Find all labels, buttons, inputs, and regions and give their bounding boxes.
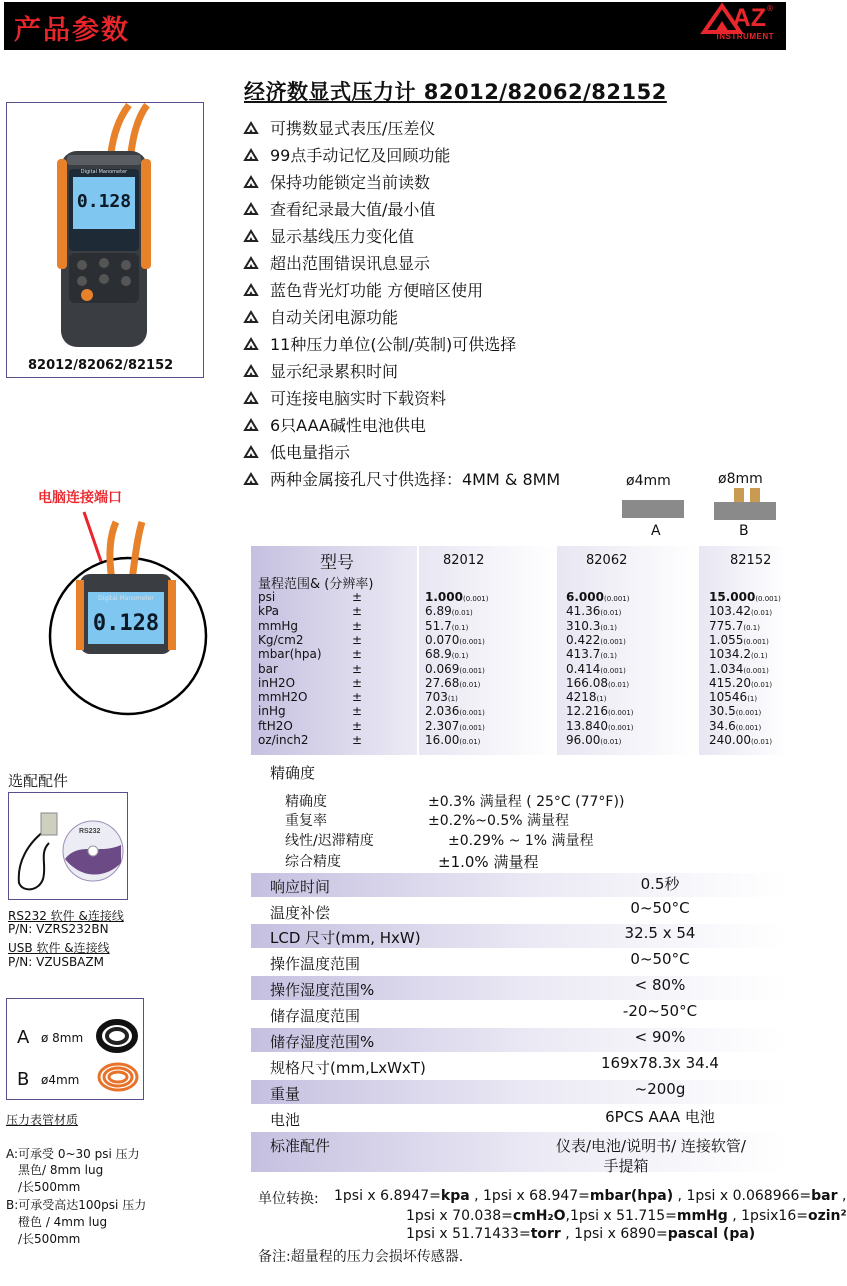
feature-bullet-icon bbox=[244, 200, 260, 222]
range-value bbox=[425, 648, 468, 663]
range-resolution: (0.001) bbox=[735, 724, 762, 732]
tube-a-letter: A bbox=[17, 1027, 30, 1048]
spec-label: 储存湿度范围% bbox=[270, 1033, 375, 1051]
tube-b-letter: B bbox=[17, 1069, 30, 1090]
range-number: 10546 bbox=[709, 690, 748, 704]
range-resolution: (0.001) bbox=[600, 667, 626, 675]
feature-bullet-icon bbox=[244, 389, 260, 411]
usb-part-number: P/N: VZUSBAZM bbox=[8, 955, 104, 969]
range-label: 量程范围& (分辨率) bbox=[258, 577, 374, 592]
range-value bbox=[709, 734, 772, 749]
product-photo-frame bbox=[6, 102, 204, 378]
feature-text: 查看纪录最大值/最小值 bbox=[270, 200, 436, 219]
feature-text: 两种金属接孔尺寸供选择：4MM & 8MM bbox=[270, 470, 561, 489]
unit-label: mbar(hpa) bbox=[258, 647, 322, 661]
range-resolution: (0.1) bbox=[600, 652, 617, 660]
range-number: 2.036 bbox=[425, 704, 460, 718]
accuracy-value: ±0.29% ~ 1% 满量程 bbox=[448, 833, 594, 849]
tube-b-spec-1: B:可承受高达100psi 压力 bbox=[6, 1198, 147, 1212]
unit-label: Kg/cm2 bbox=[258, 633, 304, 647]
range-number: 13.840 bbox=[566, 719, 608, 733]
tube-a-size: ø 8mm bbox=[41, 1031, 84, 1045]
spec-value: 0~50°C bbox=[630, 950, 690, 968]
unit-label: ftH2O bbox=[258, 719, 293, 733]
rs232-part-number: P/N: VZRS232BN bbox=[8, 922, 109, 936]
range-resolution: (0.01) bbox=[751, 681, 773, 689]
unit-label: psi bbox=[258, 590, 276, 604]
plus-minus-sign: ± bbox=[352, 604, 363, 618]
svg-text:RS232: RS232 bbox=[79, 828, 101, 835]
conversion-unit: ozin² bbox=[807, 1208, 847, 1224]
feature-item bbox=[244, 199, 435, 221]
range-number: 0.069 bbox=[425, 662, 460, 676]
range-resolution: (0.001) bbox=[743, 638, 769, 646]
spec-value: 169x78.3x 34.4 bbox=[601, 1054, 719, 1072]
svg-text:Digital Manometer: Digital Manometer bbox=[98, 595, 154, 602]
range-resolution: (0.1) bbox=[743, 624, 760, 632]
logo-registered: ® bbox=[766, 4, 774, 13]
logo-subtext: INSTRUMENT bbox=[716, 32, 774, 41]
range-number: 15.000 bbox=[709, 590, 756, 604]
feature-item bbox=[244, 307, 398, 329]
range-number: 16.00 bbox=[425, 733, 460, 747]
range-number: 34.6 bbox=[709, 719, 736, 733]
range-value bbox=[566, 705, 634, 720]
range-resolution: (1) bbox=[747, 695, 758, 703]
feature-item bbox=[244, 415, 426, 437]
unit-label: oz/inch2 bbox=[258, 733, 309, 747]
feature-bullet-icon bbox=[244, 470, 260, 492]
accuracy-value: ±0.3% 满量程 ( 25°C (77°F)) bbox=[428, 794, 625, 810]
range-resolution: (0.01) bbox=[451, 609, 473, 617]
tube-a-spec-2: 黑色/ 8mm lug bbox=[18, 1163, 104, 1177]
range-number: 415.20 bbox=[709, 676, 751, 690]
conversion-unit: torr bbox=[530, 1226, 561, 1242]
conversion-unit: pascal (pa) bbox=[667, 1226, 756, 1242]
range-resolution: (0.001) bbox=[743, 667, 769, 675]
tube-a-spec-3: /长500mm bbox=[18, 1180, 81, 1194]
conversion-formula: ,1psi x 51.715= bbox=[565, 1208, 677, 1224]
model-82062-header: 82062 bbox=[586, 553, 628, 568]
feature-item bbox=[244, 442, 350, 464]
range-value bbox=[566, 605, 621, 620]
az-logo bbox=[684, 4, 776, 44]
feature-bullet-icon bbox=[244, 443, 260, 465]
plus-minus-sign: ± bbox=[352, 647, 363, 661]
range-number: 103.42 bbox=[709, 604, 751, 618]
range-resolution: (0.1) bbox=[451, 624, 469, 632]
spec-label: 温度补偿 bbox=[270, 904, 331, 922]
range-value bbox=[709, 705, 761, 720]
spec-label: 重量 bbox=[270, 1085, 301, 1103]
svg-text:0.128: 0.128 bbox=[92, 611, 160, 636]
model-82152-header: 82152 bbox=[730, 553, 772, 568]
range-value bbox=[709, 648, 768, 663]
range-resolution: (0.1) bbox=[751, 652, 768, 660]
range-resolution: (0.001) bbox=[459, 638, 485, 646]
plus-minus-sign: ± bbox=[352, 662, 363, 676]
range-number: 30.5 bbox=[709, 704, 736, 718]
feature-item bbox=[244, 145, 450, 167]
photo-caption: 82012/82062/82152 bbox=[28, 358, 174, 373]
svg-text:Digital Manometer: Digital Manometer bbox=[80, 169, 128, 175]
usb-software-label: USB 软件 &连接线 bbox=[8, 941, 110, 955]
conversion-unit: cmH₂O bbox=[512, 1208, 566, 1224]
feature-bullet-icon bbox=[244, 119, 260, 141]
unit-label: mmHg bbox=[258, 619, 299, 633]
range-number: 96.00 bbox=[566, 733, 601, 747]
plus-minus-sign: ± bbox=[352, 690, 363, 704]
range-resolution: (0.01) bbox=[600, 738, 622, 746]
plus-minus-sign: ± bbox=[352, 733, 363, 747]
range-value bbox=[566, 648, 617, 663]
range-number: 166.08 bbox=[566, 676, 608, 690]
range-resolution: (0.001) bbox=[735, 709, 762, 717]
accuracy-value: ±0.2%~0.5% 满量程 bbox=[428, 813, 570, 829]
feature-text: 99点手动记忆及回顾功能 bbox=[270, 146, 451, 165]
range-resolution: (0.001) bbox=[459, 724, 485, 732]
feature-bullet-icon bbox=[244, 335, 260, 357]
unit-label: inHg bbox=[258, 704, 286, 718]
feature-item bbox=[244, 118, 435, 140]
range-number: 413.7 bbox=[566, 647, 601, 661]
feature-bullet-icon bbox=[244, 227, 260, 249]
fitting-b-block bbox=[714, 502, 776, 520]
accessory-image-frame bbox=[8, 792, 128, 900]
feature-bullet-icon bbox=[244, 146, 260, 168]
range-number: 0.070 bbox=[425, 633, 460, 647]
accuracy-value: ±1.0% 满量程 bbox=[438, 853, 539, 871]
range-value bbox=[425, 605, 473, 620]
range-value bbox=[709, 605, 772, 620]
feature-item bbox=[244, 172, 430, 194]
feature-bullet-icon bbox=[244, 254, 260, 276]
feature-text: 11种压力单位(公制/英制)可供选择 bbox=[270, 335, 517, 354]
spec-value: 0~50°C bbox=[630, 899, 690, 917]
spec-value: 0.5秒 bbox=[640, 875, 680, 893]
unit-conversion-label: 单位转换: bbox=[258, 1191, 319, 1207]
orange-tube-coil-icon bbox=[95, 1059, 141, 1095]
range-value bbox=[425, 705, 485, 720]
range-resolution: (0.001) bbox=[755, 595, 781, 603]
range-number: 1.000 bbox=[425, 590, 463, 604]
spec-value: 32.5 x 54 bbox=[624, 924, 696, 942]
accuracy-label: 综合精度 bbox=[285, 854, 341, 870]
feature-text: 显示纪录累积时间 bbox=[270, 362, 399, 381]
range-number: 51.7 bbox=[425, 619, 452, 633]
fitting-a-block bbox=[622, 500, 684, 518]
range-number: 1.034 bbox=[709, 662, 744, 676]
range-number: 0.422 bbox=[566, 633, 601, 647]
range-number: 703 bbox=[425, 690, 448, 704]
tube-material-heading: 压力表管材质 bbox=[6, 1113, 79, 1127]
range-number: 1034.2 bbox=[709, 647, 751, 661]
range-number: 41.36 bbox=[566, 604, 601, 618]
range-resolution: (0.001) bbox=[462, 595, 489, 603]
range-resolution: (0.001) bbox=[603, 595, 630, 603]
spec-value: < 80% bbox=[634, 976, 686, 994]
feature-item bbox=[244, 334, 516, 356]
unit-conversion-line-3 bbox=[406, 1226, 755, 1242]
tube-a-spec-1: A:可承受 0~30 psi 压力 bbox=[6, 1147, 140, 1161]
tube-options-frame bbox=[6, 998, 144, 1100]
tube-b-spec-2: 橙色 / 4mm lug bbox=[18, 1215, 108, 1229]
feature-text: 显示基线压力变化值 bbox=[270, 227, 415, 246]
unit-label: inH2O bbox=[258, 676, 296, 690]
range-resolution: (0.01) bbox=[751, 738, 773, 746]
logo-text: AZ bbox=[732, 4, 766, 32]
spec-label: 规格尺寸(mm,LxWxT) bbox=[270, 1059, 426, 1077]
plus-minus-sign: ± bbox=[352, 619, 363, 633]
range-resolution: (0.001) bbox=[608, 724, 634, 732]
fitting-b-letter: B bbox=[739, 523, 749, 539]
port-callout-label: 电脑连接端口 bbox=[38, 490, 122, 506]
range-resolution: (0.01) bbox=[459, 738, 481, 746]
spec-value-line-2: 手提箱 bbox=[603, 1157, 649, 1175]
model-82012-header: 82012 bbox=[443, 553, 485, 568]
spec-label: 操作湿度范围% bbox=[270, 981, 375, 999]
range-resolution: (1) bbox=[596, 695, 607, 703]
conversion-formula: , bbox=[837, 1188, 847, 1204]
accessories-heading: 选配配件 bbox=[8, 772, 69, 790]
range-resolution: (0.1) bbox=[451, 652, 469, 660]
feature-bullet-icon bbox=[244, 281, 260, 303]
feature-text: 6只AAA碱性电池供电 bbox=[270, 416, 426, 435]
manometer-device-image bbox=[7, 103, 203, 359]
accuracy-label: 线性/迟滞精度 bbox=[285, 833, 374, 849]
product-title: 经济数显式压力计 82012/82062/82152 bbox=[244, 80, 667, 104]
feature-item bbox=[244, 388, 446, 410]
fitting-a-size: ø4mm bbox=[626, 473, 671, 489]
feature-text: 自动关闭电源功能 bbox=[270, 308, 399, 327]
range-value bbox=[425, 734, 480, 749]
page-title: 产品参数 bbox=[14, 15, 130, 46]
conversion-formula: 1psi x 70.038= bbox=[406, 1208, 513, 1224]
range-resolution: (0.001) bbox=[608, 709, 634, 717]
feature-text: 超出范围错误讯息显示 bbox=[270, 254, 431, 273]
plus-minus-sign: ± bbox=[352, 590, 363, 604]
feature-item bbox=[244, 226, 414, 248]
range-number: 12.216 bbox=[566, 704, 608, 718]
feature-bullet-icon bbox=[244, 362, 260, 384]
fitting-a-letter: A bbox=[651, 523, 661, 539]
range-number: 6.89 bbox=[425, 604, 452, 618]
feature-item bbox=[244, 253, 430, 275]
range-resolution: (0.01) bbox=[751, 609, 773, 617]
conversion-unit: mmHg bbox=[676, 1208, 728, 1224]
spec-label: 标准配件 bbox=[270, 1137, 331, 1155]
range-resolution: (0.01) bbox=[459, 681, 481, 689]
range-number: 6.000 bbox=[566, 590, 604, 604]
feature-item bbox=[244, 469, 560, 491]
unit-label: kPa bbox=[258, 604, 279, 618]
range-resolution: (0.1) bbox=[600, 624, 617, 632]
range-number: 2.307 bbox=[425, 719, 460, 733]
conversion-formula: , 1psix16= bbox=[727, 1208, 808, 1224]
unit-conversion-line-1 bbox=[334, 1188, 846, 1204]
svg-text:0.128: 0.128 bbox=[76, 191, 132, 212]
feature-bullet-icon bbox=[244, 416, 260, 438]
range-resolution: (0.01) bbox=[600, 609, 622, 617]
range-number: 0.414 bbox=[566, 662, 601, 676]
range-number: 1.055 bbox=[709, 633, 744, 647]
feature-text: 保持功能锁定当前读数 bbox=[270, 173, 431, 192]
fitting-b-connector-icon bbox=[730, 488, 766, 502]
range-resolution: (0.001) bbox=[459, 667, 485, 675]
unit-conversion-line-2 bbox=[406, 1208, 847, 1224]
conversion-unit: mbar(hpa) bbox=[589, 1188, 674, 1204]
model-label: 型号 bbox=[320, 553, 354, 573]
spec-label: 操作温度范围 bbox=[270, 955, 361, 973]
feature-text: 可携数显式表压/压差仪 bbox=[270, 119, 436, 138]
accuracy-label: 精确度 bbox=[285, 794, 327, 810]
conversion-formula: 1psi x 51.71433= bbox=[406, 1226, 531, 1242]
tube-b-size: ø4mm bbox=[41, 1073, 80, 1087]
spec-value: -20~50°C bbox=[622, 1002, 698, 1020]
range-number: 68.9 bbox=[425, 647, 452, 661]
feature-text: 蓝色背光灯功能 方便暗区使用 bbox=[270, 281, 484, 300]
plus-minus-sign: ± bbox=[352, 676, 363, 690]
range-resolution: (0.001) bbox=[459, 709, 485, 717]
feature-item bbox=[244, 280, 483, 302]
range-resolution: (0.01) bbox=[608, 681, 630, 689]
range-resolution: (0.001) bbox=[600, 638, 626, 646]
conversion-unit: kpa bbox=[440, 1188, 470, 1204]
spec-value: < 90% bbox=[634, 1028, 686, 1046]
unit-label: mmH2O bbox=[258, 690, 308, 704]
spec-value: 6PCS AAA 电池 bbox=[605, 1108, 715, 1126]
plus-minus-sign: ± bbox=[352, 719, 363, 733]
feature-bullet-icon bbox=[244, 173, 260, 195]
spec-value: ~200g bbox=[634, 1080, 686, 1098]
plus-minus-sign: ± bbox=[352, 633, 363, 647]
range-number: 775.7 bbox=[709, 619, 744, 633]
range-number: 240.00 bbox=[709, 733, 751, 747]
spec-label: LCD 尺寸(mm, HxW) bbox=[270, 929, 421, 947]
feature-text: 低电量指示 bbox=[270, 443, 351, 462]
port-closeup-image bbox=[48, 500, 208, 760]
spec-label: 响应时间 bbox=[270, 878, 331, 896]
feature-text: 可连接电脑实时下载资料 bbox=[270, 389, 447, 408]
accuracy-heading: 精确度 bbox=[270, 764, 316, 782]
plus-minus-sign: ± bbox=[352, 704, 363, 718]
rs232-cable-cd-image bbox=[9, 793, 127, 899]
feature-item bbox=[244, 361, 398, 383]
conversion-formula: , 1psi x 68.947= bbox=[469, 1188, 590, 1204]
black-tube-coil-icon bbox=[95, 1017, 139, 1055]
range-value bbox=[566, 734, 621, 749]
footer-note: 备注:超量程的压力会损坏传感器. bbox=[258, 1249, 464, 1265]
accuracy-label: 重复率 bbox=[285, 813, 327, 829]
spec-label: 储存温度范围 bbox=[270, 1007, 361, 1025]
spec-value: 仪表/电池/说明书/ 连接软管/ bbox=[556, 1137, 746, 1155]
range-number: 4218 bbox=[566, 690, 597, 704]
conversion-formula: 1psi x 6.8947= bbox=[334, 1188, 441, 1204]
unit-label: bar bbox=[258, 662, 278, 676]
conversion-formula: , 1psi x 0.068966= bbox=[673, 1188, 812, 1204]
fitting-b-size: ø8mm bbox=[718, 471, 763, 487]
rs232-software-label: RS232 软件 &连接线 bbox=[8, 909, 124, 923]
spec-label: 电池 bbox=[270, 1111, 301, 1129]
feature-bullet-icon bbox=[244, 308, 260, 330]
range-number: 310.3 bbox=[566, 619, 601, 633]
conversion-formula: , 1psi x 6890= bbox=[560, 1226, 668, 1242]
tube-b-spec-3: /长500mm bbox=[18, 1232, 81, 1246]
range-number: 27.68 bbox=[425, 676, 460, 690]
conversion-unit: bar bbox=[811, 1188, 838, 1204]
range-resolution: (1) bbox=[447, 695, 458, 703]
